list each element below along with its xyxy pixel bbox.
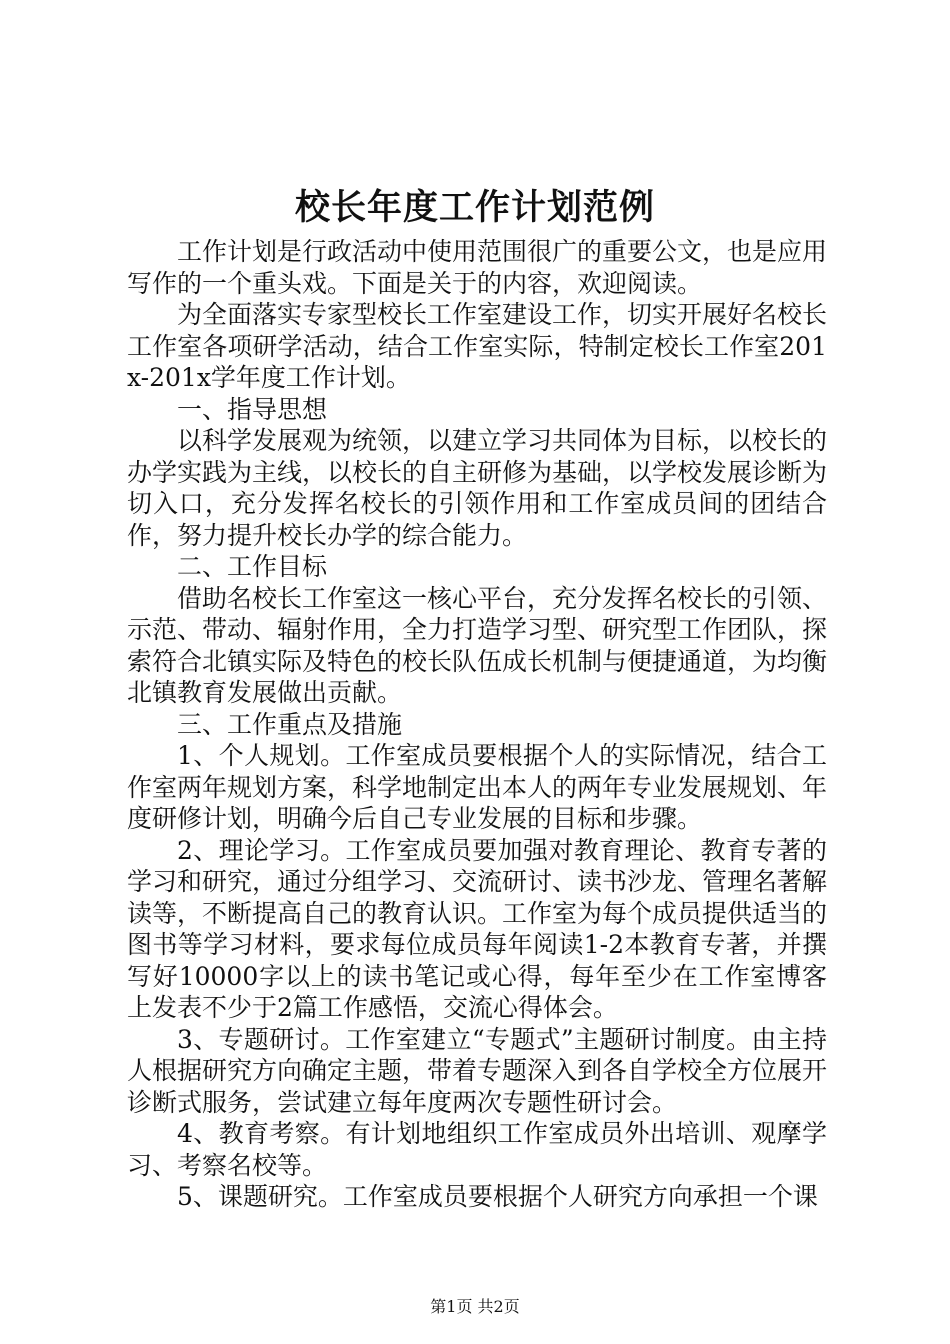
paragraph-guiding-ideology: 以科学发展观为统领，以建立学习共同体为目标，以校长的办学实践为主线，以校长的自主研修为基础，以学校发展诊断为切入口，充分发挥名校长的引领作用和工作室成员间的团结合作，努力提升校长办学的综合能力。 xyxy=(127,426,828,550)
paragraph-intro: 工作计划是行政活动中使用范围很广的重要公文，也是应用写作的一个重头戏。下面是关于的内容，欢迎阅读。 xyxy=(127,237,828,298)
section-heading-work-goals: 二、工作目标 xyxy=(177,552,328,581)
paragraph-work-goals: 借助名校长工作室这一核心平台，充分发挥名校长的引领、示范、带动、辐射作用，全力打造学习型、研究型工作团队，探索符合北镇实际及特色的校长队伍成长机制与便捷通道，为均衡北镇教育发展做出贡献。 xyxy=(127,583,828,707)
section-heading-key-measures: 三、工作重点及措施 xyxy=(177,709,403,739)
page-number-footer: 第1页 共2页 xyxy=(430,1297,520,1316)
document-body xyxy=(127,236,827,1213)
paragraph-personal-planning: 1、个人规划。工作室成员要根据个人的实际情况，结合工作室两年规划方案，科学地制定出本人的两年专业发展规划、年度研修计划，明确今后自己专业发展的目标和步骤。 xyxy=(127,741,828,833)
paragraph-theory-study: 2、理论学习。工作室成员要加强对教育理论、教育专著的学习和研究，通过分组学习、交流研讨、读书沙龙、管理名著解读等，不断提高自己的教育认识。工作室为每个成员提供适当的图书等学习材料，要求每位成员每年阅读1-2本教育专著，并撰写好10000字以上的读书笔记或心得，每年至少在工作室博客上发表不少于2篇工作感悟，交流心得体会。 xyxy=(127,835,828,1022)
paragraph-topic-seminar: 3、专题研讨。工作室建立“专题式”主题研讨制度。由主持人根据研究方向确定主题，带着专题深入到各自学校全方位展开诊断式服务，尝试建立每年度两次专题性研讨会。 xyxy=(127,1024,828,1117)
paragraph-education-visit: 4、教育考察。有计划地组织工作室成员外出培训、观摩学习、考察名校等。 xyxy=(127,1119,827,1180)
section-heading-guiding-ideology: 一、指导思想 xyxy=(177,394,328,424)
document-title: 校长年度工作计划范例 xyxy=(294,187,655,228)
paragraph-research-project: 5、课题研究。工作室成员要根据个人研究方向承担一个课 xyxy=(177,1182,818,1211)
paragraph-purpose: 为全面落实专家型校长工作室建设工作，切实开展好名校长工作室各项研学活动，结合工作室实际，特制定校长工作室201x-201x学年度工作计划。 xyxy=(127,300,828,392)
